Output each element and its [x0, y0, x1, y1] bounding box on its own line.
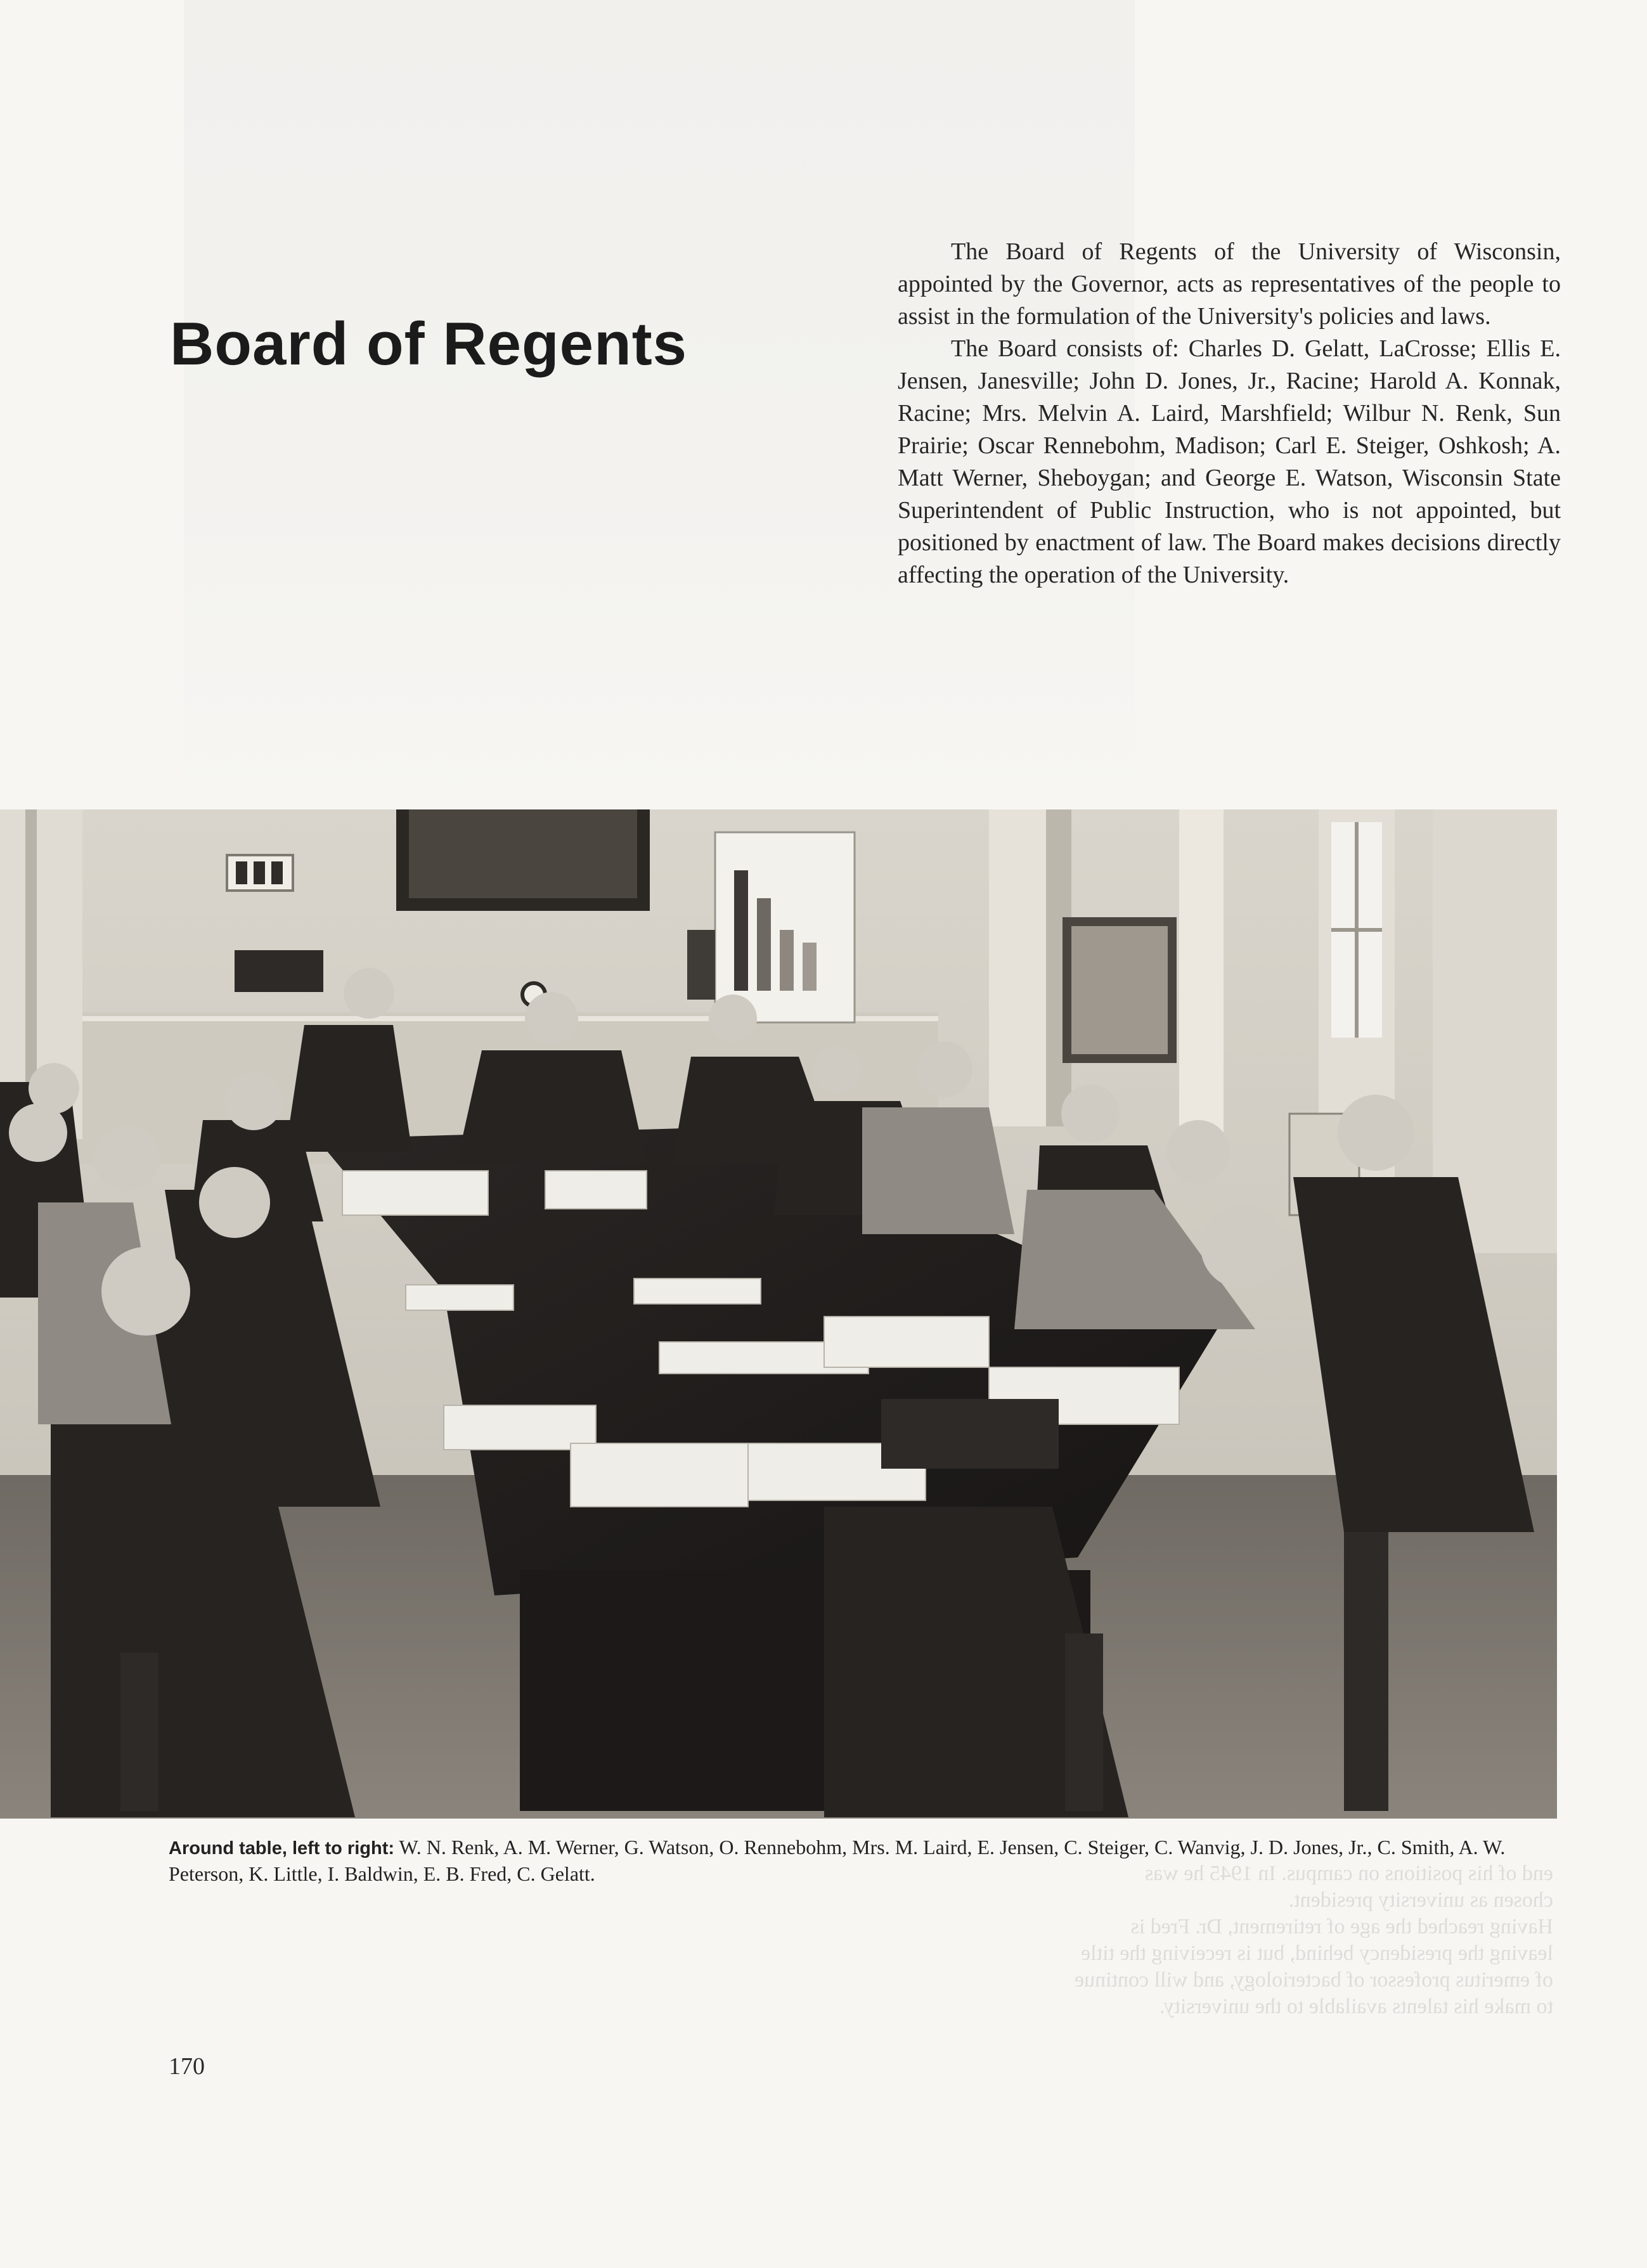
- intro-paragraph: The Board of Regents of the University of Wisconsin, appointed by the Governor, acts as representatives of the people to assist in the formulation of the University's policies and laws.: [898, 238, 1561, 330]
- show-through-line: Having reached the age of retirement, Dr. Fred is: [1130, 1915, 1553, 1938]
- page-title: Board of Regents: [170, 310, 688, 378]
- caption-lead: Around table, left to right:: [169, 1838, 395, 1859]
- show-through-line: to make his talents available to the university.: [1159, 1995, 1553, 2018]
- show-through-line: chosen as university president.: [1288, 1888, 1553, 1912]
- caption-names: W. N. Renk, A. M. Werner, G. Watson, O. Rennebohm, Mrs. M. Laird, E. Jensen, C. Steiger, C. Wanvig, J. D. Jones, Jr., C. Smith, A. W. Peterson, K. Little, I. Baldwin, E. B. Fred, C. Gelatt.: [169, 1836, 1506, 1885]
- photo-caption: [169, 1834, 1563, 1886]
- intro-text: [898, 236, 1561, 591]
- show-through-line: of emeritus professor of bacteriology, and will continue: [1074, 1968, 1553, 1992]
- show-through-line: leaving the presidency behind, but is receiving the title: [1081, 1942, 1553, 1965]
- page-number: 170: [169, 2053, 205, 2080]
- show-through-line: end of his positions on campus. In 1945 he was: [1144, 1862, 1553, 1885]
- members-paragraph: The Board consists of: Charles D. Gelatt, LaCrosse; Ellis E. Jensen, Janesville; John D. Jones, Jr., Racine; Harold A. Konnak, Racine; Mrs. Melvin A. Laird, Marshfield; Wilbur N. Renk, Sun Prairie; Oscar Rennebohm, Madison; Carl E. Steiger, Oshkosh; A. Matt Werner, Sheboygan; and George E. Watson, Wisconsin State Superintendent of Public Instruction, who is not appointed, but positioned by enactment of law. The Board makes decisions directly affecting the operation of the University.: [898, 335, 1561, 588]
- board-meeting-photo: [0, 809, 1557, 1819]
